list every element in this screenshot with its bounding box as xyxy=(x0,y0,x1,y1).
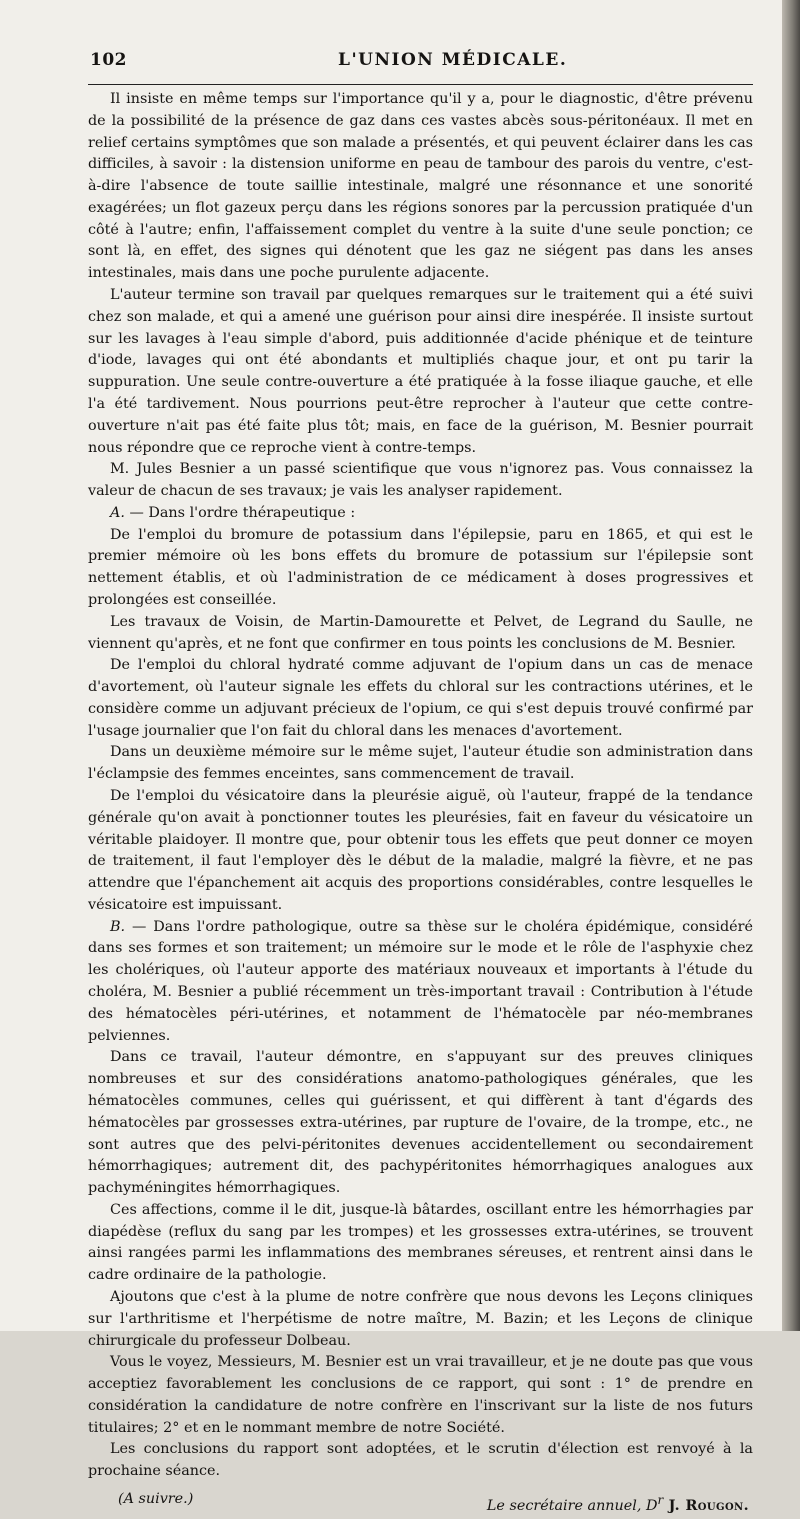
to-be-continued: (A suivre.) xyxy=(118,1491,194,1507)
paragraph: De l'emploi du vésicatoire dans la pleurésie aiguë, où l'auteur, frappé de la tendance générale qu'on avait à ponctionner toutes les pleurésies, fait en faveur du vésicatoire un véritable plaidoyer. Il montre que, pour obtenir tous les effets que peut donner ce moyen de traitement, il faut l'employer dès le début de la maladie, malgré la fièvre, et ne pas attendre que l'épanchement ait acquis des proportions considérables, contre lesquelles le vésicatoire est impuissant. xyxy=(88,788,753,913)
section-text: — Dans l'ordre thérapeutique : xyxy=(124,504,356,521)
paragraph: Dans un deuxième mémoire sur le même sujet, l'auteur étudie son administration dans l'éclampsie des femmes enceintes, sans commencement de travail. xyxy=(88,744,753,783)
paragraph: De l'emploi du bromure de potassium dans l'épilepsie, paru en 1865, et qui est le premier mémoire où les bons effets du bromure de potassium sur l'épilepsie sont nettement établis, et où l'administration de ce médicament à doses progressives et prolongées est conseillée. xyxy=(88,526,753,608)
section-paragraph xyxy=(88,503,753,525)
signature xyxy=(487,1493,749,1514)
paragraph: Il insiste en même temps sur l'importance qu'il y a, pour le diagnostic, d'être prévenu de la possibilité de la présence de gaz dans ces vastes abcès sous-péritonéaux. Il met en relief certains symptômes que son malade a présentés, et qui peuvent éclairer dans les cas difficiles, à savoir : la distension uniforme en peau de tambour des parois du ventre, c'est-à-dire l'absence de toute saillie intestinale, malgré une résonnance et une sonorité exagérées; un flot gazeux perçu dans les régions sonores par la percussion pratiquée d'un côté à l'autre; enfin, l'affaissement complet du ventre à la suite d'une seule ponction; ce sont là, en effet, des signes qui dénotent que les gaz ne siégent pas dans les anses intestinales, mais dans une poche purulente adjacente. xyxy=(88,91,753,282)
article-body xyxy=(88,89,753,1483)
paragraph: Les conclusions du rapport sont adoptées, et le scrutin d'élection est renvoyé à la prochaine séance. xyxy=(88,1441,753,1480)
paragraph: L'auteur termine son travail par quelques remarques sur le traitement qui a été suivi chez son malade, et qui a amené une guérison pour ainsi dire inespérée. Il insiste surtout sur les lavages à l'eau simple d'abord, puis additionnée d'acide phénique et de teinture d'iode, lavages qui ont été abondants et multipliés chaque jour, et ont pu tarir la suppuration. Une seule contre-ouverture a été pratiquée à la fosse iliaque gauche, et elle l'a été tardivement. Nous pourrions peut-être reprocher à l'auteur que cette contre-ouverture n'ait pas été faite plus tôt; mais, en face de la guérison, M. Besnier pourrait nous répondre que ce reproche vient à contre-temps. xyxy=(88,287,753,456)
header-rule xyxy=(88,84,753,85)
paragraph: M. Jules Besnier a un passé scientifique que vous n'ignorez pas. Vous connaissez la valeur de chacun de ses travaux; je vais les analyser rapidement. xyxy=(88,461,753,500)
section-label: B. xyxy=(110,918,126,935)
section-text: — Dans l'ordre pathologique, outre sa thèse sur le choléra épidémique, considéré dans ses formes et son traitement; un mémoire sur le mode et le rôle de l'asphyxie chez les cholériques, où l'auteur apporte des matériaux nouveaux et importants à l'étude du choléra, M. Besnier a publié récemment un très-important travail : Contribution à l'étude des hématocèles péri-utérines, et notamment de l'hématocèle par néo-membranes pelviennes. xyxy=(88,918,753,1044)
signature-name: J. Rougon. xyxy=(663,1497,749,1514)
journal-title: L'UNION MÉDICALE. xyxy=(338,50,568,70)
closing-line xyxy=(88,1489,753,1519)
paragraph: Les travaux de Voisin, de Martin-Damourette et Pelvet, de Legrand du Saulle, ne viennent qu'après, et ne font que confirmer en tous points les conclusions de M. Besnier. xyxy=(88,613,753,652)
section-paragraph xyxy=(88,917,753,1048)
signature-role: Le secrétaire annuel, D xyxy=(486,1497,658,1514)
running-head xyxy=(88,44,752,72)
signature-sup: r xyxy=(657,1493,664,1507)
section-label: A. xyxy=(110,504,125,521)
page-binding-edge xyxy=(782,0,800,1331)
paragraph: De l'emploi du chloral hydraté comme adjuvant de l'opium dans un cas de menace d'avortement, où l'auteur signale les effets du chloral sur les contractions utérines, et le considère comme un adjuvant précieux de l'opium, ce qui s'est depuis trouvé confirmé par l'usage journalier que l'on fait du chloral dans les menaces d'avortement. xyxy=(88,657,753,739)
paragraph: Vous le voyez, Messieurs, M. Besnier est un vrai travailleur, et je ne doute pas que vous acceptiez favorablement les conclusions de ce rapport, qui sont : 1° de prendre en considération la candidature de notre confrère en l'inscrivant sur la liste de nos futurs titulaires; 2° et en le nommant membre de notre Société. xyxy=(88,1354,753,1436)
page-number: 102 xyxy=(90,50,127,70)
paragraph: Dans ce travail, l'auteur démontre, en s'appuyant sur des preuves cliniques nombreuses et sur des considérations anatomo-pathologiques générales, que les hématocèles communes, celles qui guérissent, et qui diffèrent à tant d'égards des hématocèles par grossesses extra-utérines, par rupture de l'ovaire, de la trompe, etc., ne sont autres que des pelvi-péritonites devenues accidentellement ou secondairement hémorrhagiques; autrement dit, des pachypéritonites hémorrhagiques analogues aux pachyméningites hémorrhagiques. xyxy=(88,1049,753,1197)
paragraph: Ajoutons que c'est à la plume de notre confrère que nous devons les Leçons cliniques sur l'arthritisme et l'herpétisme de notre maître, M. Bazin; et les Leçons de clinique chirurgicale du professeur Dolbeau. xyxy=(88,1288,753,1349)
paragraph: Ces affections, comme il le dit, jusque-là bâtardes, oscillant entre les hémorrhagies par diapédèse (reflux du sang par les trompes) et les grossesses extra-utérines, se trouvent ainsi rangées parmi les inflammations des membranes séreuses, et rentrent ainsi dans le cadre ordinaire de la pathologie. xyxy=(88,1201,753,1284)
